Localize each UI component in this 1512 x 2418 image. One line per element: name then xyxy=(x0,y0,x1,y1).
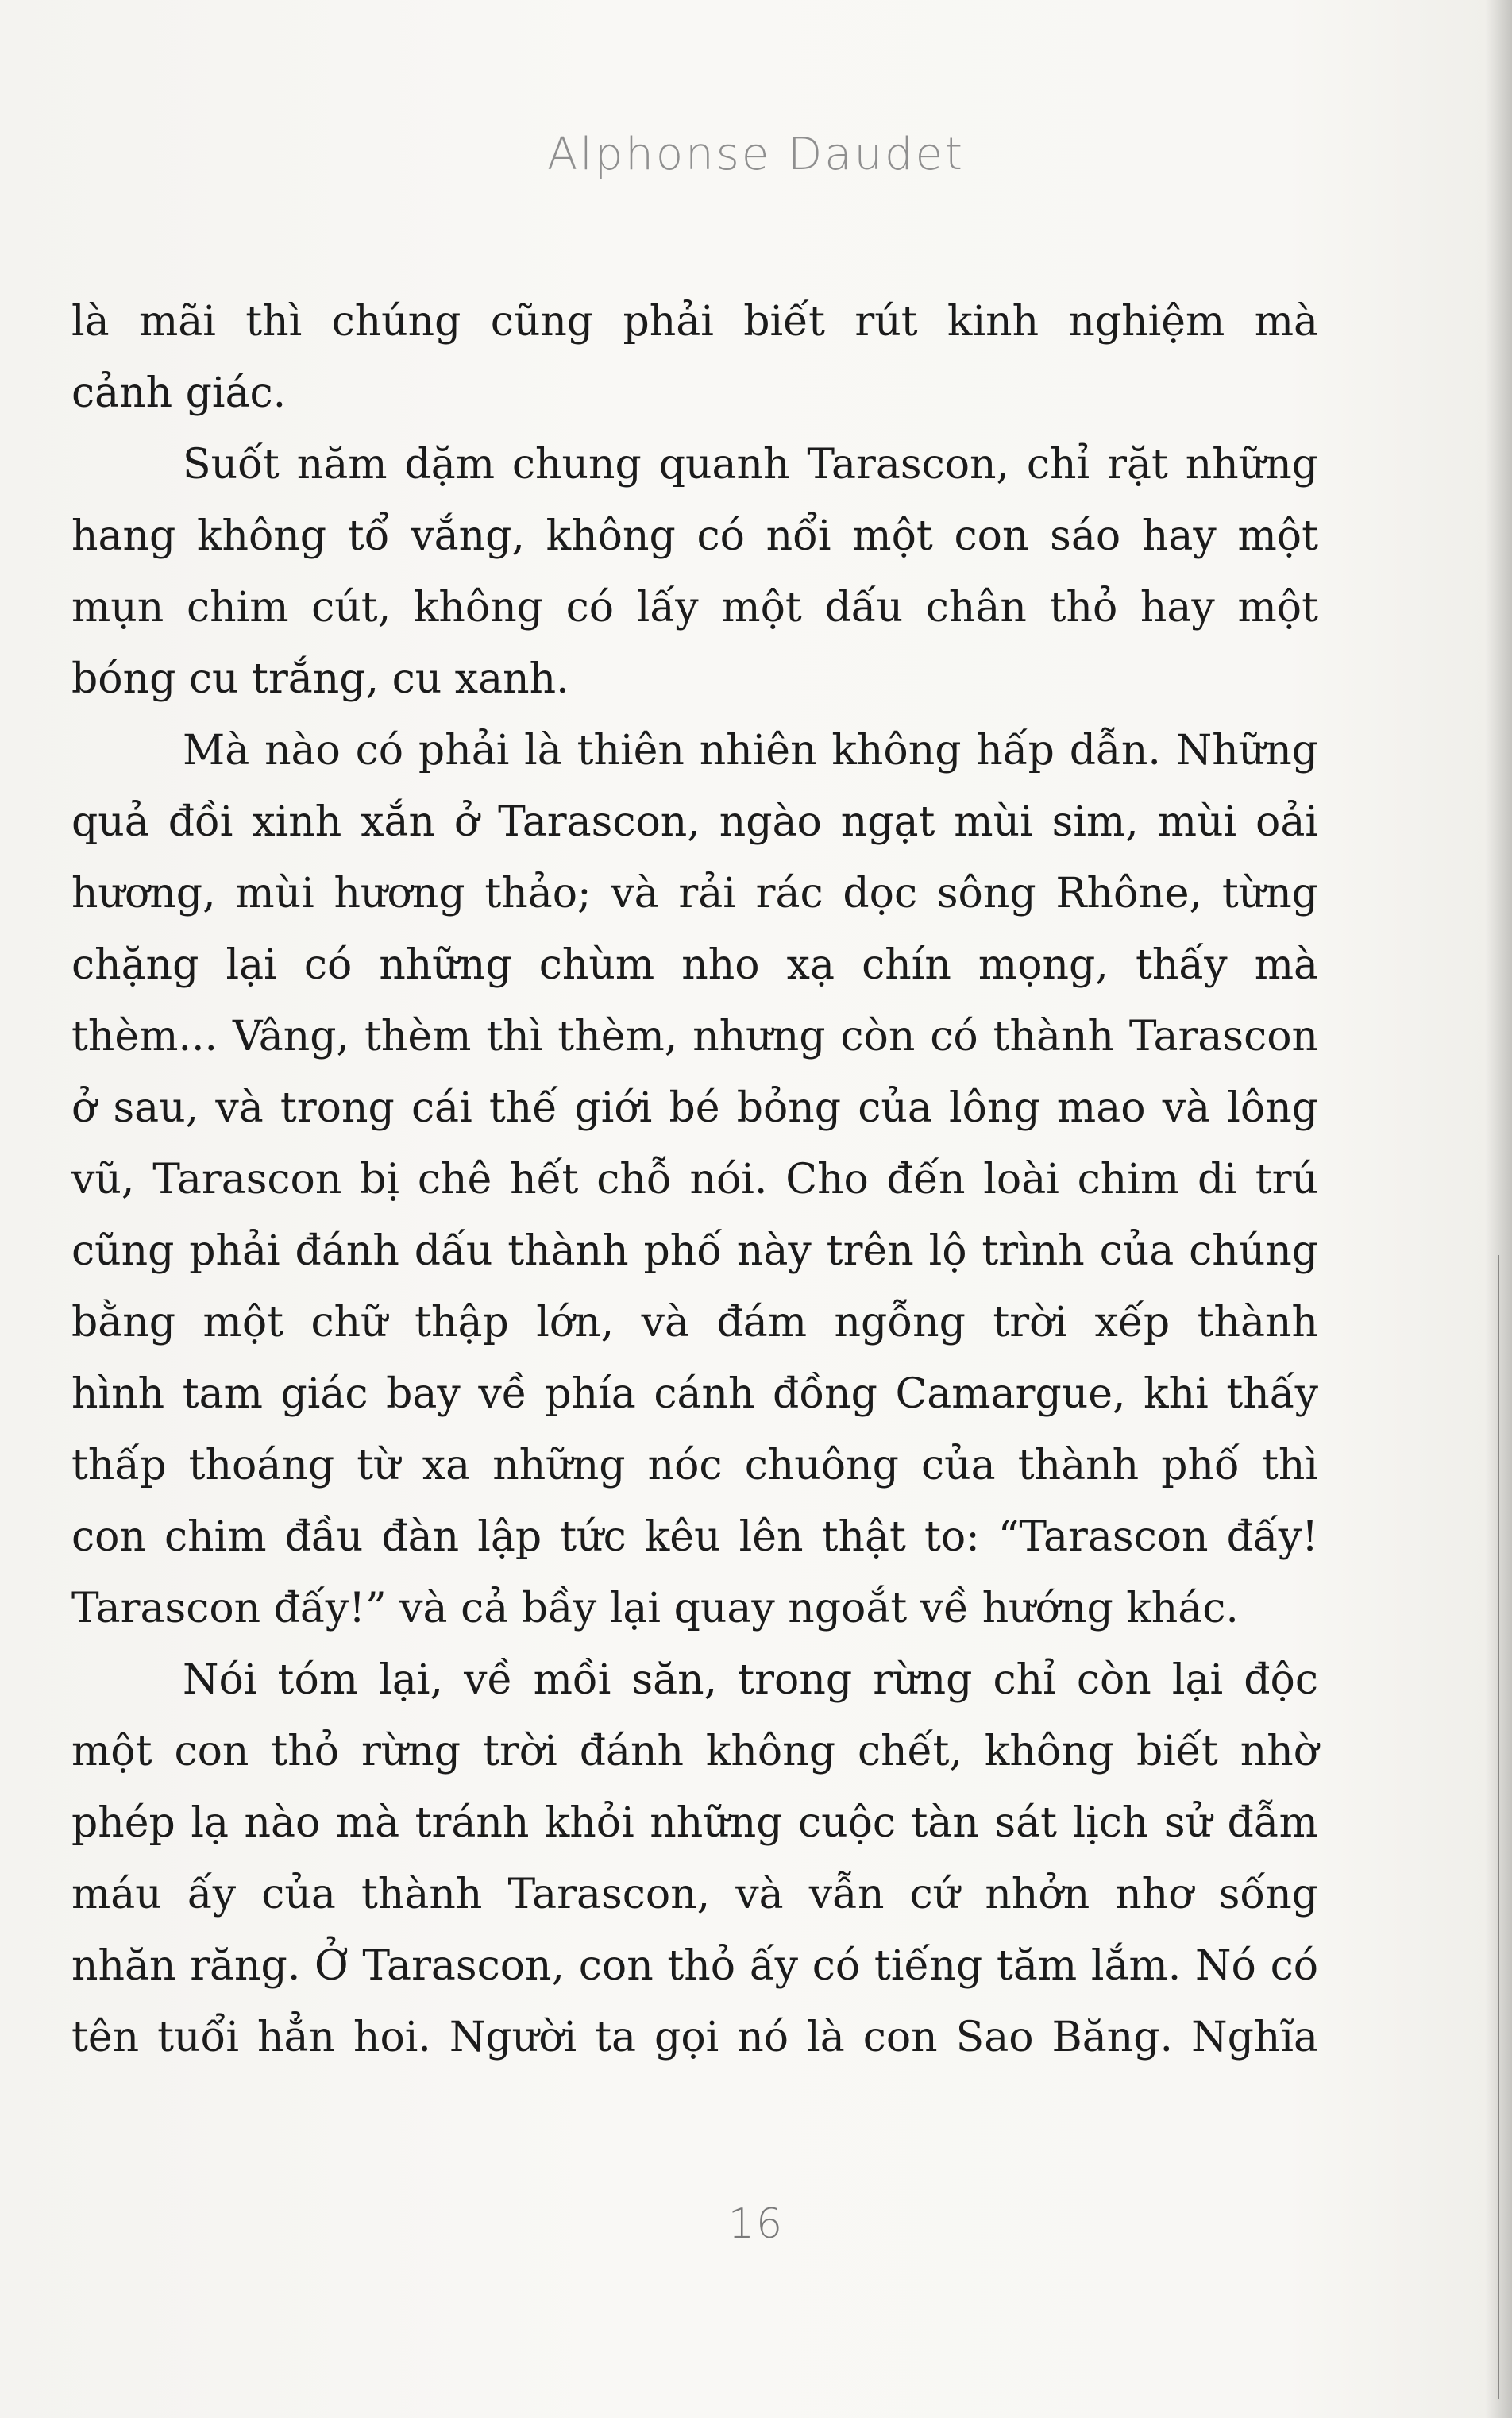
paragraph-2 xyxy=(71,429,1318,715)
text-line: con chim đầu đàn lập tức kêu lên thật to: “Tarascon đấy! xyxy=(71,1513,1318,1561)
text-line: Nói tóm lại, về mồi săn, trong rừng chỉ còn lại độc xyxy=(183,1656,1318,1704)
text-line: thấp thoáng từ xa những nóc chuông của thành phố thì xyxy=(71,1442,1318,1489)
text-line: chặng lại có những chùm nho xạ chín mọng, thấy mà xyxy=(71,941,1318,989)
text-line: tên tuổi hẳn hoi. Người ta gọi nó là con Sao Băng. Nghĩa xyxy=(71,2014,1318,2061)
paragraph-4 xyxy=(71,1644,1318,2073)
page-number: 16 xyxy=(727,2200,785,2248)
text-line: vũ, Tarascon bị chê hết chỗ nói. Cho đến loài chim di trú xyxy=(71,1156,1318,1203)
text-line: hình tam giác bay về phía cánh đồng Camargue, khi thấy xyxy=(71,1370,1318,1418)
text-line: nhăn răng. Ở Tarascon, con thỏ ấy có tiếng tăm lắm. Nó có xyxy=(71,1942,1318,1990)
text-line: bóng cu trắng, cu xanh. xyxy=(71,655,569,703)
text-line: ở sau, và trong cái thế giới bé bỏng của lông mao và lông xyxy=(71,1084,1318,1132)
text-line: mụn chim cút, không có lấy một dấu chân thỏ hay một xyxy=(71,584,1318,632)
text-line: Suốt năm dặm chung quanh Tarascon, chỉ rặt những xyxy=(183,441,1318,489)
text-line: thèm... Vâng, thèm thì thèm, nhưng còn có thành Tarascon xyxy=(71,1013,1318,1060)
text-line: phép lạ nào mà tránh khỏi những cuộc tàn sát lịch sử đẫm xyxy=(71,1799,1318,1847)
paragraph-3 xyxy=(71,715,1318,1644)
text-line: là mãi thì chúng cũng phải biết rút kinh nghiệm mà xyxy=(71,298,1318,346)
text-line: hương, mùi hương thảo; và rải rác dọc sông Rhône, từng xyxy=(71,870,1318,917)
text-line: Tarascon đấy!” và cả bầy lại quay ngoắt về hướng khác. xyxy=(71,1585,1239,1632)
text-line: quả đồi xinh xắn ở Tarascon, ngào ngạt mùi sim, mùi oải xyxy=(71,798,1318,846)
text-line: cảnh giác. xyxy=(71,369,287,417)
paragraph-1 xyxy=(71,286,1318,429)
text-line: bằng một chữ thập lớn, và đám ngỗng trời xếp thành xyxy=(71,1299,1318,1346)
text-line: cũng phải đánh dấu thành phố này trên lộ trình của chúng xyxy=(71,1227,1318,1275)
text-line: Mà nào có phải là thiên nhiên không hấp dẫn. Những xyxy=(183,727,1318,774)
text-line: máu ấy của thành Tarascon, và vẫn cứ nhởn nhơ sống xyxy=(71,1871,1318,1918)
text-line: hang không tổ vắng, không có nổi một con sáo hay một xyxy=(71,512,1318,560)
text-line: một con thỏ rừng trời đánh không chết, không biết nhờ xyxy=(71,1728,1318,1775)
running-header-author: Alphonse Daudet xyxy=(547,129,965,180)
body-text xyxy=(71,286,1318,2073)
